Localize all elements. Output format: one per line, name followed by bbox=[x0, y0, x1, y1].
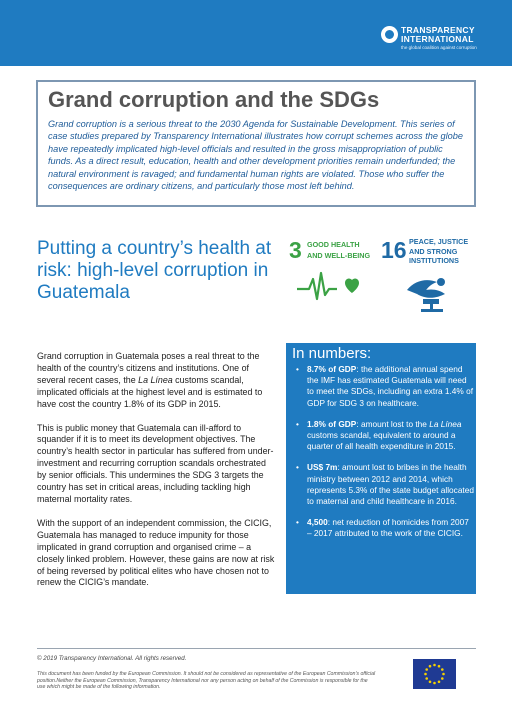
disclaimer-text: This document has been funded by the European Commission. It should not be considered as representative of the European Commission’s official position.Neither the European Commission, Transparency International nor any person acting on behalf of the Commission is responsible for the use which might be made of the following information. bbox=[37, 671, 376, 691]
section-title: Putting a country’s health at risk: high-level corruption in Guatemala bbox=[37, 238, 272, 303]
sdg16-number: 16 bbox=[381, 237, 407, 263]
list-item: • 4,500: net reduction of homicides from 2007 – 2017 attributed to the work of the CICIG. bbox=[296, 517, 474, 539]
org-name-line2: INTERNATIONAL bbox=[401, 34, 474, 44]
sdg16-label-line2: AND STRONG bbox=[409, 246, 458, 256]
intro-title: Grand corruption and the SDGs bbox=[48, 87, 380, 112]
ti-logo[interactable] bbox=[381, 26, 477, 51]
in-numbers-list bbox=[296, 364, 474, 550]
intro-box bbox=[36, 80, 476, 207]
footer-divider bbox=[37, 648, 476, 649]
body-text bbox=[37, 351, 275, 601]
list-item: • 1.8% of GDP: amount lost to the La Línea customs scandal, equivalent to around a quarter of all health expenditure in 2015. bbox=[296, 419, 474, 453]
in-numbers-panel bbox=[286, 343, 476, 594]
body-paragraph: With the support of an independent commission, the CICIG, Guatemala has managed to reduce impunity for those implicated in grand corruption and organised crime – a closely linked problem. However, these gains are now at risk of being reversed by political elites who have chosen not to renew the CICIG’s mandate. bbox=[37, 517, 275, 588]
intro-text: Grand corruption is a serious threat to the 2030 Agenda for Sustainable Development. This series of case studies prepared by Transparency International illustrates how corrupt schemes across the globe have repeatedly implicated high-level officials and resulted in the gross misappropriation of public funds. As a direct result, education, health and other development priorities remain underfunded; the natural environment is ravaged; and fundamental human rights are violated. Those who suffer the consequences are ordinary citizens, and particularly those most left behind. bbox=[48, 119, 464, 192]
ti-logo-icon bbox=[381, 26, 398, 43]
copyright-text: © 2019 Transparency International. All rights reserved. bbox=[37, 655, 187, 662]
sdg3-number: 3 bbox=[289, 237, 302, 263]
sdg16-label-line1: PEACE, JUSTICE bbox=[409, 237, 469, 246]
body-paragraph: This is public money that Guatemala can ill-afford to squander if it is to meet its development objectives. The country’s health sector in particular has suffered from under-investment and recurring corruption scandals orchestrated by senior officials. This undermines the SDG 3 targets the country has set in critical areas, including tackling high maternal mortality rates. bbox=[37, 422, 274, 504]
org-name-line1: TRANSPARENCY bbox=[401, 25, 475, 35]
sdg16-label-line3: INSTITUTIONS bbox=[409, 256, 459, 266]
list-item: • US$ 7m: amount lost to bribes in the health ministry between 2012 and 2014, which represents 5.3% of the state budget allocated to maternal and child healthcare in 2016. bbox=[296, 462, 474, 507]
sdg16-badge bbox=[381, 237, 481, 317]
body-paragraph: Grand corruption in Guatemala poses a real threat to the health of the country’s citizens and institutions. One of several recent cases, the La Línea customs scandal, implicated officials at the highest level and is estimated to have cost the country 1.8% of its GDP in 2015. bbox=[37, 351, 263, 409]
heartbeat-icon bbox=[295, 269, 365, 305]
dove-gavel-icon bbox=[397, 272, 457, 312]
eu-flag-icon bbox=[413, 659, 456, 689]
list-item: • 8.7% of GDP: the additional annual spend the IMF has estimated Guatemala will need to meet the SDGs, including an extra 1.4% of GDP for SDG 3 on healthcare. bbox=[296, 364, 474, 409]
header-bar bbox=[0, 0, 512, 66]
org-tagline: the global coalition against corruption bbox=[401, 45, 477, 50]
in-numbers-title: In numbers: bbox=[292, 345, 372, 362]
sdg3-label-line2: AND WELL-BEING bbox=[307, 251, 371, 260]
sdg3-label-line1: GOOD HEALTH bbox=[307, 240, 360, 249]
sdg3-badge bbox=[289, 237, 371, 303]
